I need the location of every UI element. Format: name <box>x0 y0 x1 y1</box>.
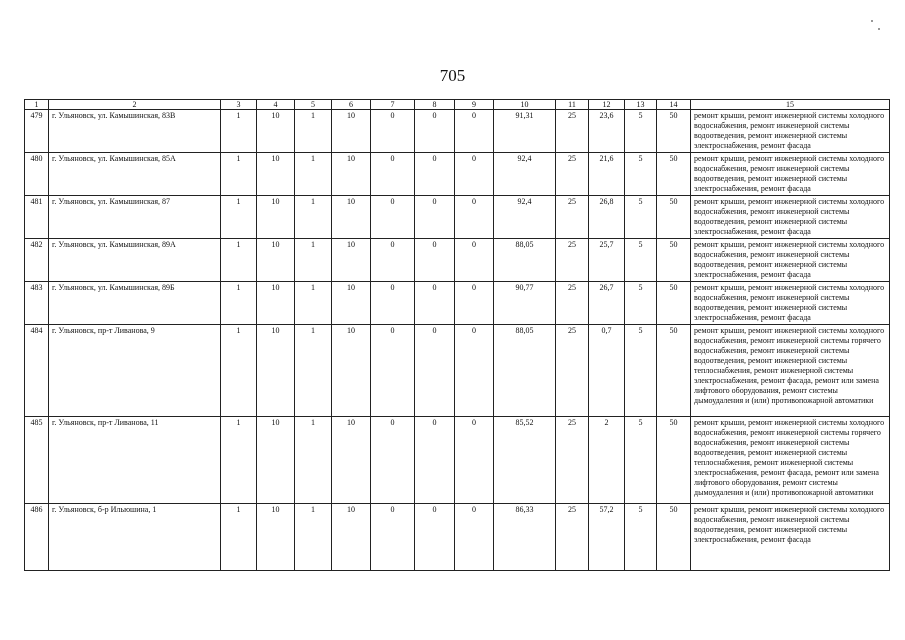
col8-cell: 0 <box>415 282 455 325</box>
col8-cell: 0 <box>415 239 455 282</box>
col3-cell: 1 <box>221 196 257 239</box>
col9-cell: 0 <box>455 153 494 196</box>
col13-cell: 5 <box>625 153 657 196</box>
col12-cell: 25,7 <box>589 239 625 282</box>
col4-cell: 10 <box>257 239 295 282</box>
works-cell: ремонт крыши, ремонт инженерной системы холодного водоснабжения, ремонт инженерной системы горячего водоснабжения, ремонт инженерной системы водоотведения, ремонт инженерной системы теплоснабжения, ремонт инженерной системы электроснабжения, ремонт фасада, ремонт или замена лифтового оборудования, ремонт системы дымоудаления и (или) противопожарной автоматики <box>691 417 890 504</box>
table-row <box>25 282 890 325</box>
table-row <box>25 504 890 571</box>
table-row <box>25 325 890 417</box>
page-number: 705 <box>439 66 466 85</box>
col7-cell: 0 <box>371 282 415 325</box>
address-cell: г. Ульяновск, ул. Камышинская, 85А <box>49 153 221 196</box>
address-cell: г. Ульяновск, пр-т Ливанова, 11 <box>49 417 221 504</box>
col7-cell: 0 <box>371 196 415 239</box>
col10-cell: 86,33 <box>494 504 556 571</box>
table-row <box>25 110 890 153</box>
column-header: 13 <box>625 100 657 110</box>
works-cell: ремонт крыши, ремонт инженерной системы холодного водоснабжения, ремонт инженерной системы водоотведения, ремонт инженерной системы электроснабжения, ремонт фасада <box>691 153 890 196</box>
col10-cell: 91,31 <box>494 110 556 153</box>
works-cell: ремонт крыши, ремонт инженерной системы холодного водоснабжения, ремонт инженерной системы водоотведения, ремонт инженерной системы электроснабжения, ремонт фасада <box>691 282 890 325</box>
col3-cell: 1 <box>221 110 257 153</box>
col10-cell: 90,77 <box>494 282 556 325</box>
col13-cell: 5 <box>625 417 657 504</box>
col10-cell: 85,52 <box>494 417 556 504</box>
col3-cell: 1 <box>221 504 257 571</box>
col9-cell: 0 <box>455 196 494 239</box>
address-cell: г. Ульяновск, ул. Камышинская, 89Б <box>49 282 221 325</box>
col12-cell: 2 <box>589 417 625 504</box>
header-row <box>25 100 890 110</box>
col8-cell: 0 <box>415 417 455 504</box>
works-cell: ремонт крыши, ремонт инженерной системы холодного водоснабжения, ремонт инженерной системы водоотведения, ремонт инженерной системы электроснабжения, ремонт фасада <box>691 504 890 571</box>
col11-cell: 25 <box>556 239 589 282</box>
column-header: 12 <box>589 100 625 110</box>
col5-cell: 1 <box>295 239 332 282</box>
row-number-cell: 483 <box>25 282 49 325</box>
works-cell: ремонт крыши, ремонт инженерной системы холодного водоснабжения, ремонт инженерной системы водоотведения, ремонт инженерной системы электроснабжения, ремонт фасада <box>691 239 890 282</box>
col11-cell: 25 <box>556 196 589 239</box>
column-header: 4 <box>257 100 295 110</box>
col4-cell: 10 <box>257 325 295 417</box>
column-header: 6 <box>332 100 371 110</box>
col10-cell: 92,4 <box>494 153 556 196</box>
col13-cell: 5 <box>625 504 657 571</box>
scan-speck <box>871 20 873 22</box>
col10-cell: 88,05 <box>494 239 556 282</box>
col13-cell: 5 <box>625 196 657 239</box>
col9-cell: 0 <box>455 239 494 282</box>
col11-cell: 25 <box>556 153 589 196</box>
col4-cell: 10 <box>257 153 295 196</box>
row-number-cell: 486 <box>25 504 49 571</box>
col14-cell: 50 <box>657 325 691 417</box>
col6-cell: 10 <box>332 504 371 571</box>
col11-cell: 25 <box>556 417 589 504</box>
row-number-cell: 479 <box>25 110 49 153</box>
col11-cell: 25 <box>556 504 589 571</box>
column-header: 11 <box>556 100 589 110</box>
col5-cell: 1 <box>295 504 332 571</box>
col14-cell: 50 <box>657 153 691 196</box>
col4-cell: 10 <box>257 417 295 504</box>
address-cell: г. Ульяновск, ул. Камышинская, 89А <box>49 239 221 282</box>
col12-cell: 26,8 <box>589 196 625 239</box>
col7-cell: 0 <box>371 153 415 196</box>
col4-cell: 10 <box>257 110 295 153</box>
col7-cell: 0 <box>371 504 415 571</box>
table-row <box>25 239 890 282</box>
col6-cell: 10 <box>332 282 371 325</box>
col4-cell: 10 <box>257 282 295 325</box>
table-row <box>25 196 890 239</box>
row-number-cell: 481 <box>25 196 49 239</box>
table-row <box>25 153 890 196</box>
col6-cell: 10 <box>332 153 371 196</box>
col3-cell: 1 <box>221 282 257 325</box>
col11-cell: 25 <box>556 325 589 417</box>
col12-cell: 26,7 <box>589 282 625 325</box>
col13-cell: 5 <box>625 282 657 325</box>
col5-cell: 1 <box>295 325 332 417</box>
col5-cell: 1 <box>295 110 332 153</box>
row-number-cell: 480 <box>25 153 49 196</box>
column-header: 8 <box>415 100 455 110</box>
col3-cell: 1 <box>221 325 257 417</box>
col5-cell: 1 <box>295 282 332 325</box>
address-cell: г. Ульяновск, пр-т Ливанова, 9 <box>49 325 221 417</box>
col9-cell: 0 <box>455 504 494 571</box>
col14-cell: 50 <box>657 417 691 504</box>
column-header: 9 <box>455 100 494 110</box>
col12-cell: 57,2 <box>589 504 625 571</box>
column-header: 15 <box>691 100 890 110</box>
column-header: 10 <box>494 100 556 110</box>
col10-cell: 88,05 <box>494 325 556 417</box>
row-number-cell: 484 <box>25 325 49 417</box>
col6-cell: 10 <box>332 325 371 417</box>
col5-cell: 1 <box>295 196 332 239</box>
col14-cell: 50 <box>657 282 691 325</box>
col8-cell: 0 <box>415 153 455 196</box>
col9-cell: 0 <box>455 282 494 325</box>
scan-speck <box>878 28 880 30</box>
col5-cell: 1 <box>295 153 332 196</box>
col9-cell: 0 <box>455 325 494 417</box>
col9-cell: 0 <box>455 110 494 153</box>
works-cell: ремонт крыши, ремонт инженерной системы холодного водоснабжения, ремонт инженерной системы водоотведения, ремонт инженерной системы электроснабжения, ремонт фасада <box>691 110 890 153</box>
col14-cell: 50 <box>657 110 691 153</box>
col4-cell: 10 <box>257 196 295 239</box>
col14-cell: 50 <box>657 504 691 571</box>
col7-cell: 0 <box>371 239 415 282</box>
col14-cell: 50 <box>657 196 691 239</box>
col7-cell: 0 <box>371 417 415 504</box>
column-header: 3 <box>221 100 257 110</box>
col3-cell: 1 <box>221 417 257 504</box>
col12-cell: 21,6 <box>589 153 625 196</box>
col10-cell: 92,4 <box>494 196 556 239</box>
col8-cell: 0 <box>415 504 455 571</box>
col6-cell: 10 <box>332 417 371 504</box>
column-header: 7 <box>371 100 415 110</box>
works-cell: ремонт крыши, ремонт инженерной системы холодного водоснабжения, ремонт инженерной системы водоотведения, ремонт инженерной системы электроснабжения, ремонт фасада <box>691 196 890 239</box>
col7-cell: 0 <box>371 325 415 417</box>
address-cell: г. Ульяновск, ул. Камышинская, 87 <box>49 196 221 239</box>
col12-cell: 23,6 <box>589 110 625 153</box>
table-row <box>25 417 890 504</box>
address-cell: г. Ульяновск, б-р Ильюшина, 1 <box>49 504 221 571</box>
col11-cell: 25 <box>556 282 589 325</box>
col6-cell: 10 <box>332 239 371 282</box>
column-header: 1 <box>25 100 49 110</box>
col3-cell: 1 <box>221 239 257 282</box>
col13-cell: 5 <box>625 110 657 153</box>
col3-cell: 1 <box>221 153 257 196</box>
col8-cell: 0 <box>415 110 455 153</box>
col8-cell: 0 <box>415 325 455 417</box>
col4-cell: 10 <box>257 504 295 571</box>
repair-program-table <box>24 99 890 571</box>
row-number-cell: 485 <box>25 417 49 504</box>
col12-cell: 0,7 <box>589 325 625 417</box>
row-number-cell: 482 <box>25 239 49 282</box>
address-cell: г. Ульяновск, ул. Камышинская, 83В <box>49 110 221 153</box>
col13-cell: 5 <box>625 239 657 282</box>
column-header: 2 <box>49 100 221 110</box>
col9-cell: 0 <box>455 417 494 504</box>
col6-cell: 10 <box>332 196 371 239</box>
col8-cell: 0 <box>415 196 455 239</box>
col7-cell: 0 <box>371 110 415 153</box>
column-header: 14 <box>657 100 691 110</box>
col6-cell: 10 <box>332 110 371 153</box>
column-header: 5 <box>295 100 332 110</box>
col13-cell: 5 <box>625 325 657 417</box>
col5-cell: 1 <box>295 417 332 504</box>
col14-cell: 50 <box>657 239 691 282</box>
works-cell: ремонт крыши, ремонт инженерной системы холодного водоснабжения, ремонт инженерной системы горячего водоснабжения, ремонт инженерной системы водоотведения, ремонт инженерной системы теплоснабжения, ремонт инженерной системы электроснабжения, ремонт фасада, ремонт или замена лифтового оборудования, ремонт системы дымоудаления и (или) противопожарной автоматики <box>691 325 890 417</box>
col11-cell: 25 <box>556 110 589 153</box>
